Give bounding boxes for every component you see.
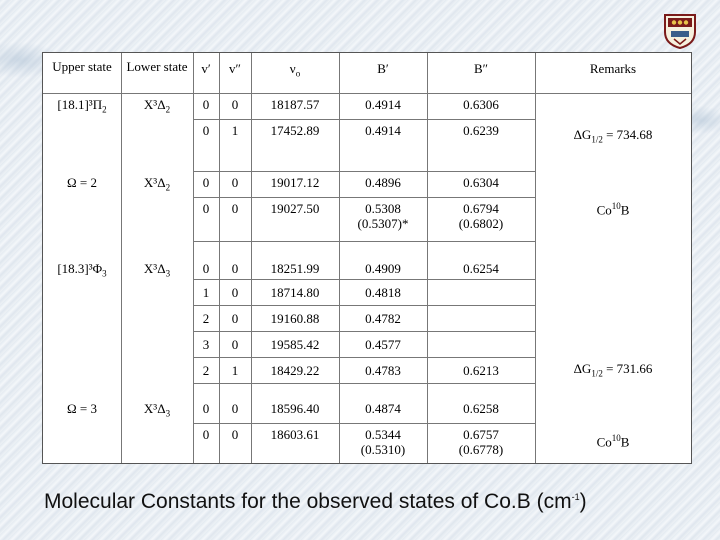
cell-nu — [252, 285, 338, 300]
header-b-double-prime-text: B″ — [473, 61, 489, 76]
cell-b-double-prime-alt-value: (0.6802) — [458, 216, 504, 231]
header-nu-subscript: o — [295, 68, 301, 79]
cell-b-double-prime — [428, 201, 534, 231]
cell-v-prime — [194, 311, 218, 326]
cell-b-prime — [340, 97, 426, 112]
header-b-double-prime — [429, 61, 533, 76]
cell-b-double-prime-value: 0.6794 — [463, 201, 499, 216]
cell-v-double-prime — [220, 311, 250, 326]
cell-lower-state — [122, 175, 192, 196]
cell-nu-value: 18187.57 — [270, 97, 320, 112]
remark-co10b-2-suffix: B — [620, 434, 630, 450]
cell-v-prime-value: 2 — [202, 363, 210, 378]
cell-lower-state — [122, 401, 192, 422]
cell-upper-state-value: [18.3]³Φ — [57, 261, 103, 276]
cell-nu — [252, 97, 338, 112]
cell-v-prime — [194, 285, 218, 300]
cell-b-prime — [340, 285, 426, 300]
cell-b-prime — [340, 261, 426, 276]
cell-upper-state-subscript: 2 — [102, 104, 107, 115]
cell-nu — [252, 427, 338, 442]
cell-v-prime-value: 0 — [202, 401, 210, 416]
cell-v-prime — [194, 175, 218, 190]
cell-v-double-prime-value: 0 — [231, 311, 239, 326]
cell-v-prime — [194, 123, 218, 138]
cell-b-double-prime — [428, 401, 534, 416]
cell-b-double-prime-value: 0.6304 — [463, 175, 499, 190]
cell-b-prime-value: 0.4783 — [365, 363, 401, 378]
cell-b-prime — [340, 427, 426, 457]
remark-co10b-2-prefix: Co — [596, 434, 612, 450]
cell-b-double-prime — [428, 427, 534, 457]
row-divider — [193, 241, 535, 242]
header-b-prime — [341, 61, 425, 76]
cell-v-prime — [194, 363, 218, 378]
cell-v-prime — [194, 401, 218, 416]
cell-lower-state — [122, 261, 192, 282]
cell-v-double-prime — [220, 201, 250, 216]
cell-nu-value: 18603.61 — [270, 427, 320, 442]
cell-b-prime-value: 0.4577 — [365, 337, 401, 352]
cell-v-prime-value: 0 — [202, 97, 210, 112]
cell-v-double-prime-value: 1 — [231, 123, 239, 138]
cell-b-prime-alt-value: (0.5310) — [360, 442, 406, 457]
remark-delta-g-2-suffix: = 731.66 — [602, 361, 653, 376]
row-divider — [193, 423, 535, 424]
cell-b-double-prime — [428, 97, 534, 112]
cell-lower-state-value: X³Δ — [143, 175, 166, 190]
header-remarks-text: Remarks — [589, 61, 637, 76]
cell-upper-state — [44, 261, 120, 282]
cell-lower-state — [122, 97, 192, 118]
remark-co10b-1-suffix: B — [620, 202, 630, 218]
cell-b-double-prime — [428, 261, 534, 276]
cell-upper-state — [44, 97, 120, 118]
cell-v-prime-value: 0 — [202, 201, 210, 216]
header-lower-state-text: Lower state — [126, 59, 188, 74]
remark-co10b-1-prefix: Co — [596, 202, 612, 218]
cell-b-prime — [340, 401, 426, 416]
cell-nu — [252, 201, 338, 216]
cell-b-double-prime-alt-value: (0.6778) — [458, 442, 504, 457]
header-v-double-prime-text: v″ — [229, 61, 241, 76]
cell-upper-state-value: Ω = 2 — [67, 175, 97, 190]
cell-v-prime — [194, 201, 218, 216]
cell-v-prime — [194, 261, 218, 276]
header-v-prime-text: v′ — [201, 61, 211, 76]
header-v-prime — [195, 61, 217, 76]
cell-lower-state-subscript: 3 — [165, 408, 171, 419]
row-divider — [193, 197, 535, 198]
remark-delta-g-1 — [538, 127, 688, 148]
cell-v-double-prime-value: 0 — [231, 97, 239, 112]
header-divider — [43, 93, 691, 94]
caption-text: Molecular Constants for the observed states of Co.B (cm — [44, 490, 572, 513]
cell-v-prime — [194, 427, 218, 442]
cell-nu-value: 19585.42 — [270, 337, 320, 352]
cell-v-double-prime-value: 1 — [231, 363, 239, 378]
cell-v-prime-value: 0 — [202, 261, 210, 276]
cell-v-double-prime — [220, 363, 250, 378]
cell-nu — [252, 261, 338, 276]
cell-b-double-prime-value: 0.6258 — [463, 401, 499, 416]
cell-upper-state — [44, 401, 120, 416]
row-divider — [193, 305, 535, 306]
cell-v-double-prime — [220, 337, 250, 352]
cell-nu-value: 17452.89 — [270, 123, 320, 138]
cell-v-double-prime-value: 0 — [231, 285, 239, 300]
header-nu — [253, 61, 337, 82]
cell-v-double-prime-value: 0 — [231, 337, 239, 352]
cell-b-prime-value: 0.4909 — [365, 261, 401, 276]
cell-nu — [252, 401, 338, 416]
caption-superscript: -1 — [571, 492, 580, 502]
row-divider — [193, 171, 535, 172]
cell-nu — [252, 311, 338, 326]
remark-co10b-1 — [538, 199, 688, 217]
cell-v-prime — [194, 337, 218, 352]
cell-v-double-prime — [220, 285, 250, 300]
cell-lower-state-value: X³Δ — [143, 401, 166, 416]
cell-upper-state-value: [18.1]³Π — [57, 97, 103, 112]
cell-v-double-prime — [220, 97, 250, 112]
cell-b-prime-value: 0.4874 — [365, 401, 401, 416]
cell-b-double-prime-value: 0.6254 — [463, 261, 499, 276]
cell-upper-state-value: Ω = 3 — [67, 401, 97, 416]
cell-upper-state-subscript: 3 — [102, 268, 107, 279]
cell-b-prime-value: 0.5308 — [365, 201, 401, 216]
header-upper-state-text: Upper state — [52, 59, 112, 74]
cell-b-prime — [340, 311, 426, 326]
cell-v-double-prime-value: 0 — [231, 427, 239, 442]
cell-v-prime-value: 0 — [202, 427, 210, 442]
header-upper-state — [45, 59, 119, 74]
cell-b-double-prime-value: 0.6239 — [463, 123, 499, 138]
caption-close: ) — [579, 490, 587, 513]
cell-v-prime-value: 0 — [202, 175, 210, 190]
cell-lower-state-subscript: 2 — [165, 104, 171, 115]
remark-delta-g-1-subscript: 1/2 — [591, 134, 603, 145]
cell-b-prime-value: 0.4914 — [365, 97, 401, 112]
cell-b-prime-value: 0.4896 — [365, 175, 401, 190]
cell-b-prime-alt-value: (0.5307)* — [357, 216, 409, 231]
remark-delta-g-2-subscript: 1/2 — [591, 368, 603, 379]
cell-v-double-prime-value: 0 — [231, 401, 239, 416]
cell-v-double-prime — [220, 401, 250, 416]
cell-nu-value: 19160.88 — [270, 311, 320, 326]
caption — [44, 490, 587, 514]
cell-nu-value: 18596.40 — [270, 401, 320, 416]
cell-b-prime-value: 0.4914 — [365, 123, 401, 138]
cell-v-double-prime-value: 0 — [231, 261, 239, 276]
row-divider — [193, 357, 535, 358]
remark-delta-g-2 — [538, 361, 688, 382]
cell-b-double-prime — [428, 363, 534, 378]
cell-nu-value: 18429.22 — [270, 363, 320, 378]
header-remarks — [537, 61, 689, 76]
cell-b-double-prime — [428, 123, 534, 138]
cell-v-double-prime — [220, 261, 250, 276]
cell-lower-state-value: X³Δ — [143, 261, 166, 276]
university-crest-icon — [662, 12, 698, 50]
header-nu-text: ν — [289, 61, 296, 76]
cell-b-prime — [340, 337, 426, 352]
cell-b-prime-value: 0.5344 — [365, 427, 401, 442]
row-divider — [193, 119, 535, 120]
cell-v-prime-value: 0 — [202, 123, 210, 138]
cell-upper-state — [44, 175, 120, 190]
molecular-constants-table — [42, 52, 692, 464]
header-lower-state — [123, 59, 191, 74]
cell-lower-state-subscript: 2 — [165, 182, 171, 193]
remark-delta-g-2-prefix: ΔG — [573, 361, 592, 376]
row-divider — [193, 279, 535, 280]
cell-b-prime — [340, 123, 426, 138]
remark-delta-g-1-prefix: ΔG — [573, 127, 592, 142]
cell-v-prime-value: 2 — [202, 311, 210, 326]
cell-lower-state-subscript: 3 — [165, 268, 171, 279]
cell-b-prime-value: 0.4782 — [365, 311, 401, 326]
cell-b-double-prime-value: 0.6213 — [463, 363, 499, 378]
row-divider — [193, 331, 535, 332]
cell-nu-value: 18251.99 — [270, 261, 320, 276]
cell-b-prime — [340, 363, 426, 378]
cell-b-prime-value: 0.4818 — [365, 285, 401, 300]
cell-v-double-prime-value: 0 — [231, 201, 239, 216]
cell-b-double-prime — [428, 175, 534, 190]
cell-v-double-prime — [220, 123, 250, 138]
remark-co10b-1-superscript: 10 — [611, 201, 621, 211]
cell-v-double-prime — [220, 175, 250, 190]
row-divider — [193, 383, 535, 384]
cell-b-prime — [340, 201, 426, 231]
remark-co10b-2 — [538, 431, 688, 449]
cell-nu-value: 19027.50 — [270, 201, 320, 216]
cell-nu-value: 19017.12 — [270, 175, 320, 190]
remark-co10b-2-superscript: 10 — [611, 433, 621, 443]
header-b-prime-text: B′ — [377, 61, 389, 76]
cell-v-prime-value: 3 — [202, 337, 210, 352]
cell-v-double-prime-value: 0 — [231, 175, 239, 190]
cell-b-prime — [340, 175, 426, 190]
cell-b-double-prime-value: 0.6306 — [463, 97, 499, 112]
cell-nu — [252, 175, 338, 190]
cell-lower-state-value: X³Δ — [143, 97, 166, 112]
cell-nu — [252, 363, 338, 378]
cell-b-double-prime-value: 0.6757 — [463, 427, 499, 442]
cell-nu — [252, 123, 338, 138]
cell-v-prime-value: 1 — [202, 285, 210, 300]
cell-nu-value: 18714.80 — [270, 285, 320, 300]
cell-v-prime — [194, 97, 218, 112]
column-divider — [535, 53, 536, 463]
remark-delta-g-1-suffix: = 734.68 — [602, 127, 653, 142]
cell-nu — [252, 337, 338, 352]
header-v-double-prime — [221, 61, 249, 76]
cell-v-double-prime — [220, 427, 250, 442]
